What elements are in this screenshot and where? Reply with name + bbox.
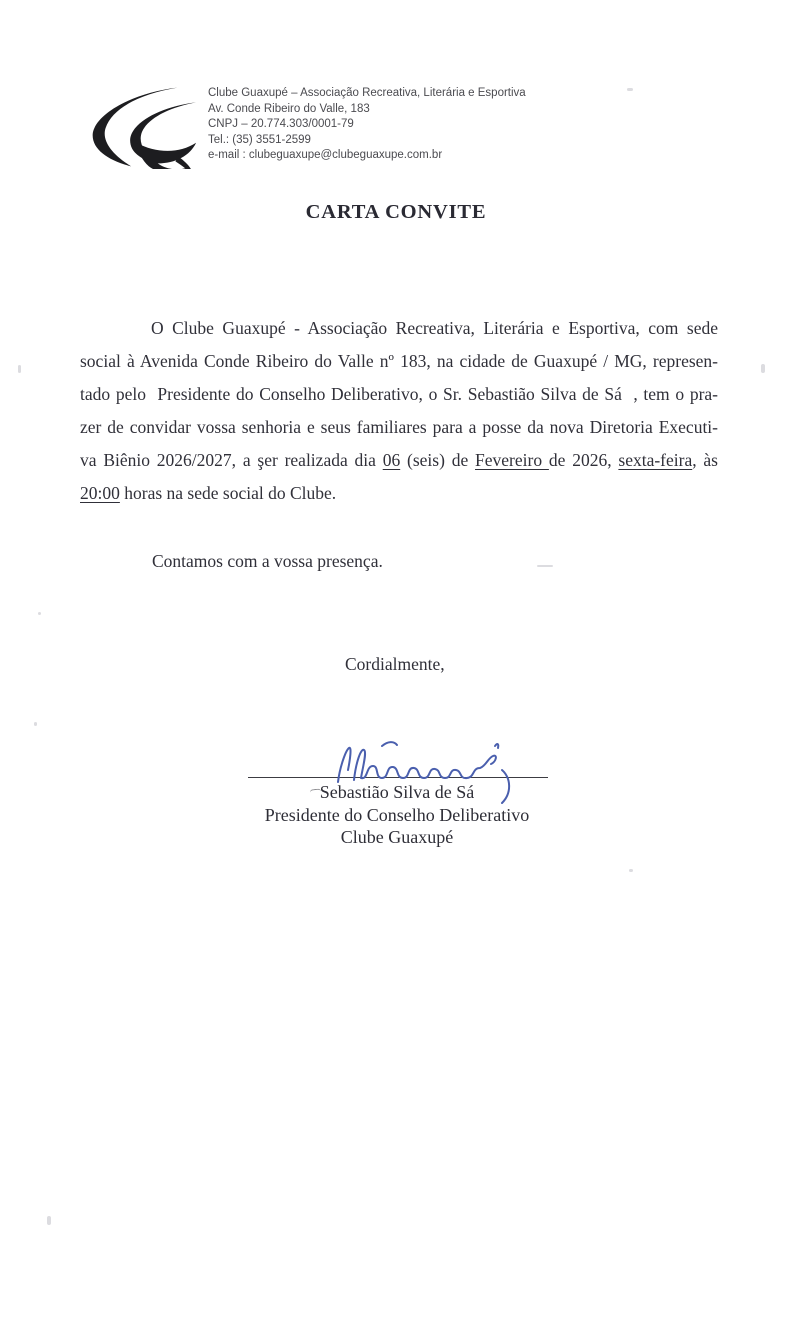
signatory-role: Presidente do Conselho Deliberativo	[264, 804, 530, 825]
main-paragraph	[80, 312, 718, 510]
letterhead-email: e-mail : clubeguaxupe@clubeguaxupe.com.br	[208, 149, 443, 161]
paragraph-line	[80, 477, 718, 510]
underlined-text: 06	[382, 450, 401, 470]
paragraph-line	[80, 444, 718, 477]
letterhead-address: Av. Conde Ribeiro do Valle, 183	[208, 102, 370, 115]
paragraph-line	[80, 312, 718, 345]
signature-block	[198, 781, 596, 849]
text-segment: tado pelo Presidente do Conselho Deliberativo, o Sr. Sebastião Silva de Sá , tem o pra-	[80, 384, 718, 404]
text-segment: , às	[692, 450, 718, 470]
paragraph-line	[80, 411, 718, 444]
text-segment: horas na sede social do Clube.	[119, 483, 337, 503]
text-segment: O Clube Guaxupé - Associação Recreativa, Literária e Esportiva, com sede	[151, 318, 718, 338]
scan-artifact	[761, 364, 765, 373]
text-segment: va Biênio 2026/2027, a şer realizada dia	[80, 450, 383, 470]
closing-line: Contamos com a vossa presença.	[152, 551, 383, 571]
scan-artifact	[47, 1216, 51, 1225]
letterhead-phone: Tel.: (35) 3551-2599	[208, 133, 311, 146]
text-segment: (seis) de	[400, 450, 476, 470]
underlined-text: 20:00	[80, 483, 120, 503]
scan-artifact	[18, 365, 21, 373]
club-logo-icon	[82, 83, 202, 169]
letterhead-club-name: Clube Guaxupé – Associação Recreativa, Literária e Esportiva	[208, 87, 526, 99]
scan-artifact	[537, 565, 553, 567]
underlined-text: sexta-feira	[618, 450, 693, 470]
document-title: CARTA CONVITE	[305, 201, 487, 223]
letterhead	[208, 86, 526, 164]
paragraph-line	[80, 345, 718, 378]
scan-artifact	[34, 722, 37, 726]
paragraph-line	[80, 378, 718, 411]
signatory-name: Sebastião Silva de Sá	[319, 782, 475, 802]
text-segment: de 2026,	[548, 450, 619, 470]
salutation: Cordialmente,	[345, 654, 445, 674]
text-segment: zer de convidar vossa senhoria e seus familiares para a posse da nova Diretoria Executi-	[80, 417, 718, 437]
signatory-organization: Clube Guaxupé	[340, 827, 454, 847]
scan-artifact	[627, 88, 633, 91]
scan-artifact	[629, 869, 633, 872]
underlined-text: Fevereiro	[475, 450, 549, 470]
scan-artifact	[38, 612, 41, 615]
letterhead-cnpj: CNPJ – 20.774.303/0001-79	[208, 118, 354, 130]
text-segment: social à Avenida Conde Ribeiro do Valle nº 183, na cidade de Guaxupé / MG, represen-	[80, 351, 718, 371]
